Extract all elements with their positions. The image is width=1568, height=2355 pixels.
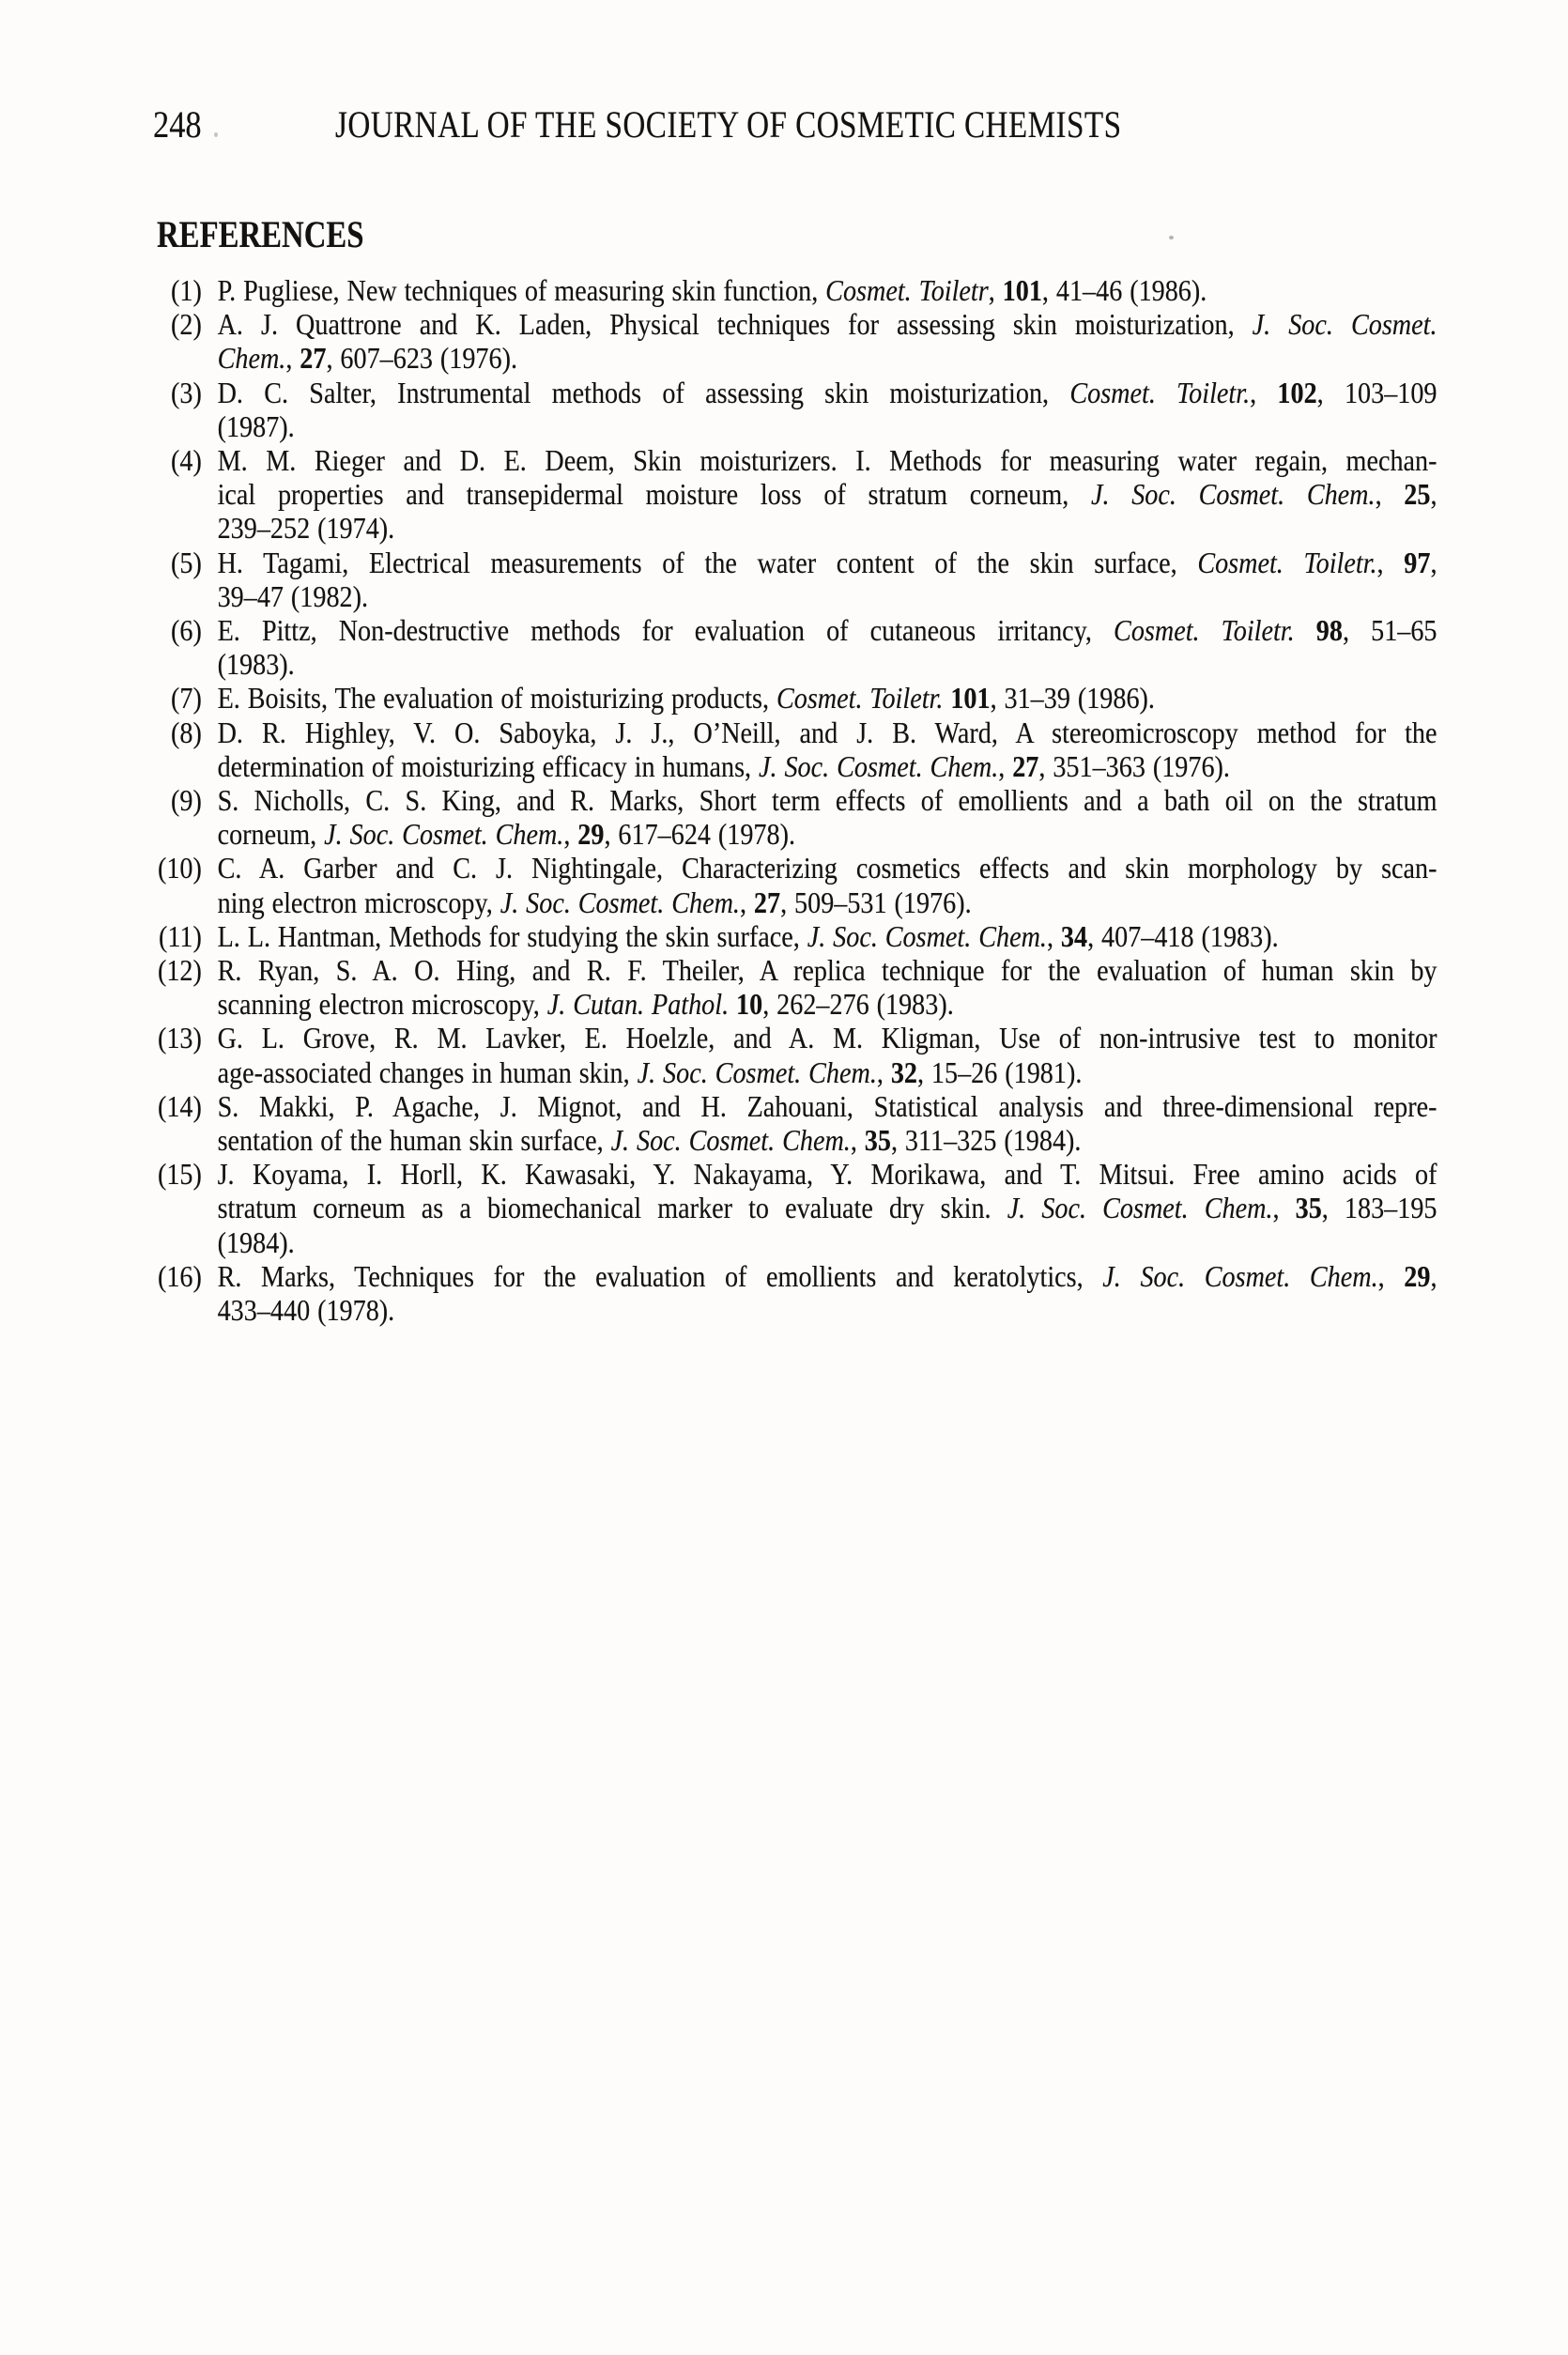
reference-number: (12) [157, 953, 202, 988]
reference-number: (7) [171, 681, 202, 716]
reference-text: ning electron microscopy, [217, 885, 500, 919]
reference-item [139, 1021, 1437, 1088]
journal-name: Cosmet. Toiletr. [1197, 545, 1377, 579]
reference-text: C. A. Garber and C. J. Nightingale, Characterizing cosmetics effects and skin morphology by scan- [217, 851, 1437, 885]
journal-name: Cosmet. Toiletr. [1114, 613, 1295, 648]
reference-text: G. L. Grove, R. M. Lavker, E. Hoelzle, and A. M. Kligman, Use of non-intrusive test to monitor [217, 1021, 1437, 1055]
reference-text: , 262–276 (1983). [762, 987, 954, 1022]
volume-number: 27 [753, 885, 781, 919]
volume-number: 27 [1012, 748, 1039, 783]
reference-text: , [876, 1054, 891, 1089]
volume-number: 101 [1002, 273, 1042, 307]
reference-text [1295, 613, 1316, 647]
reference-text: (1983). [217, 647, 295, 682]
reference-number: (14) [157, 1088, 202, 1123]
reference-line [218, 1157, 1437, 1191]
page-number: 248 [153, 103, 202, 146]
reference-line [218, 783, 1437, 817]
reference-item [139, 546, 1437, 613]
journal-name: J. Soc. Cosmet. Chem. [1102, 1258, 1378, 1293]
reference-number: (15) [157, 1157, 202, 1192]
reference-line [218, 681, 1437, 715]
journal-name: Cosmet. Toiletr. [1069, 375, 1251, 409]
reference-text: , 407–418 (1983). [1087, 918, 1279, 953]
reference-number: (4) [171, 443, 202, 478]
reference-text: sentation of the human skin surface, [217, 1123, 611, 1158]
reference-text: , 509–531 (1976). [780, 885, 972, 919]
reference-text: D. C. Salter, Instrumental methods of assessing skin moisturization, [217, 375, 1070, 409]
reference-text [729, 987, 736, 1021]
reference-item [139, 1089, 1437, 1157]
journal-name: J. Soc. Cosmet. Chem. [759, 748, 999, 783]
reference-text: scanning electron microscopy, [217, 987, 547, 1022]
reference-item [139, 953, 1437, 1021]
reference-line [218, 546, 1437, 579]
reference-text: , [998, 748, 1013, 783]
reference-item [139, 716, 1437, 783]
reference-text: , [285, 341, 300, 376]
volume-number: 10 [736, 987, 763, 1022]
reference-line [218, 987, 1437, 1021]
volume-number: 27 [300, 341, 327, 376]
reference-text: R. Ryan, S. A. O. Hing, and R. F. Theiler, A replica technique for the evaluation of human skin by [217, 953, 1437, 988]
reference-text: age-associated changes in human skin, [217, 1054, 638, 1089]
reference-item [139, 273, 1437, 307]
reference-text: R. Marks, Techniques for the evaluation of emollients and keratolytics, [217, 1258, 1103, 1293]
reference-line [218, 885, 1437, 919]
references-heading: REFERENCES [157, 213, 364, 255]
reference-text: , [739, 885, 754, 919]
reference-text: 433–440 (1978). [217, 1293, 395, 1328]
reference-line [218, 817, 1437, 851]
volume-number: 25 [1404, 477, 1431, 512]
reference-line [218, 477, 1437, 511]
reference-text: 39–47 (1982). [217, 578, 369, 613]
journal-name: Chem. [217, 341, 286, 376]
reference-line [218, 273, 1437, 307]
reference-text: , 617–624 (1978). [604, 817, 796, 852]
reference-text: D. R. Highley, V. O. Saboyka, J. J., O’Neill, and J. B. Ward, A stereomicroscopy method for the [217, 715, 1437, 749]
reference-item [139, 851, 1437, 918]
reference-text: , [563, 817, 578, 852]
reference-number: (3) [171, 375, 202, 409]
reference-number: (5) [171, 545, 202, 579]
reference-line [218, 579, 1437, 613]
reference-text: , 607–623 (1976). [326, 341, 518, 376]
reference-number: (16) [157, 1258, 202, 1293]
reference-text: , 311–325 (1984). [890, 1123, 1082, 1158]
reference-item [139, 443, 1437, 546]
reference-line [218, 749, 1437, 783]
scan-speck [1169, 236, 1174, 239]
journal-name: J. Soc. Cosmet. Chem. [1090, 477, 1376, 512]
reference-line [218, 1225, 1437, 1259]
volume-number: 29 [577, 817, 605, 852]
reference-line [218, 613, 1437, 647]
reference-item [139, 613, 1437, 681]
reference-text: corneum, [217, 817, 325, 852]
reference-text: , [1250, 375, 1278, 409]
reference-number: (6) [171, 613, 202, 648]
reference-text: (1984). [217, 1224, 295, 1259]
reference-text: ical properties and transepidermal moisture loss of stratum corneum, [217, 477, 1091, 512]
reference-item [139, 1259, 1437, 1327]
volume-number: 101 [950, 681, 991, 716]
reference-text: , 183–195 [1321, 1191, 1437, 1225]
reference-line [218, 716, 1437, 749]
reference-line [218, 1123, 1437, 1157]
reference-text: , [1272, 1191, 1296, 1225]
reference-text: , 103–109 [1316, 375, 1437, 409]
journal-name: J. Soc. Cosmet. Chem. [324, 817, 564, 852]
reference-line [218, 919, 1437, 953]
reference-line [218, 1021, 1437, 1054]
reference-text: L. L. Hantman, Methods for studying the skin surface, [217, 918, 807, 953]
reference-number: (13) [157, 1021, 202, 1055]
volume-number: 29 [1404, 1258, 1431, 1293]
reference-line [218, 1055, 1437, 1089]
journal-name: J. Soc. Cosmet. Chem. [610, 1123, 851, 1158]
journal-name: Cosmet. Toiletr. [776, 681, 944, 716]
reference-text: 239–252 (1974). [217, 511, 395, 546]
reference-text: , 15–26 (1981). [916, 1054, 1083, 1089]
reference-item [139, 376, 1437, 443]
reference-text: , [850, 1123, 865, 1158]
reference-number: (1) [171, 273, 202, 307]
journal-name: J. Soc. Cosmet. Chem. [637, 1054, 877, 1089]
reference-line [218, 307, 1437, 341]
scan-speck [214, 132, 218, 137]
reference-text: M. M. Rieger and D. E. Deem, Skin moisturizers. I. Methods for measuring water regain, mechan- [217, 443, 1437, 478]
reference-line [218, 341, 1437, 375]
reference-number: (11) [159, 918, 202, 953]
journal-name: J. Soc. Cosmet. [1252, 307, 1437, 342]
reference-text: , [1430, 1258, 1437, 1293]
reference-text: , [1430, 477, 1437, 512]
journal-name: J. Soc. Cosmet. Chem. [1007, 1191, 1273, 1225]
volume-number: 97 [1404, 545, 1431, 579]
reference-text: (1987). [217, 408, 295, 443]
reference-text: A. J. Quattrone and K. Laden, Physical techniques for assessing skin moisturization, [217, 307, 1253, 342]
reference-text: , [988, 273, 1003, 307]
reference-text: , 31–39 (1986). [990, 681, 1155, 716]
reference-text: , 51–65 [1342, 613, 1437, 648]
reference-item [139, 783, 1437, 851]
reference-text: J. Koyama, I. Horll, K. Kawasaki, Y. Nakayama, Y. Morikawa, and T. Mitsui. Free amino acids of [217, 1157, 1437, 1192]
reference-line [218, 1191, 1437, 1224]
volume-number: 32 [890, 1054, 917, 1089]
reference-number: (2) [171, 307, 202, 342]
reference-item [139, 919, 1437, 953]
journal-name: J. Soc. Cosmet. Chem. [807, 918, 1047, 953]
volume-number: 34 [1060, 918, 1088, 953]
reference-item [139, 1157, 1437, 1259]
volume-number: 35 [1295, 1191, 1322, 1225]
reference-text: S. Nicholls, C. S. King, and R. Marks, Short term effects of emollients and a bath oil on the stratum [217, 783, 1437, 818]
reference-line [218, 376, 1437, 409]
reference-text: stratum corneum as a biomechanical marker to evaluate dry skin. [217, 1191, 1007, 1225]
reference-text: , 41–46 (1986). [1041, 273, 1207, 307]
reference-line [218, 1089, 1437, 1123]
volume-number: 35 [864, 1123, 891, 1158]
reference-item [139, 307, 1437, 375]
reference-text: , [1376, 545, 1405, 579]
reference-line [218, 851, 1437, 885]
volume-number: 98 [1315, 613, 1343, 648]
journal-name: J. Soc. Cosmet. Chem. [500, 885, 740, 919]
reference-text: , [1375, 477, 1405, 512]
reference-text: E. Pittz, Non-destructive methods for evaluation of cutaneous irritancy, [217, 613, 1115, 648]
reference-number: (8) [171, 715, 202, 749]
reference-line [218, 511, 1437, 545]
reference-line [218, 443, 1437, 477]
reference-line [218, 1259, 1437, 1293]
running-head [0, 103, 1568, 148]
reference-text: , 351–363 (1976). [1038, 748, 1230, 783]
reference-list [139, 273, 1437, 1327]
reference-text: , [1430, 545, 1437, 579]
reference-number: (9) [171, 783, 202, 818]
reference-item [139, 681, 1437, 715]
reference-line [218, 647, 1437, 681]
reference-number: (10) [157, 851, 202, 885]
reference-text: , [1377, 1258, 1405, 1293]
journal-name: Cosmet. Toiletr [825, 273, 989, 307]
reference-line [218, 1293, 1437, 1327]
reference-line [218, 953, 1437, 987]
reference-text: determination of moisturizing efficacy in humans, [217, 748, 760, 783]
reference-text: S. Makki, P. Agache, J. Mignot, and H. Zahouani, Statistical analysis and three-dimensional repre- [217, 1088, 1437, 1123]
reference-line [218, 409, 1437, 443]
reference-text: , [1046, 918, 1061, 953]
reference-text: P. Pugliese, New techniques of measuring skin function, [217, 273, 826, 307]
volume-number: 102 [1277, 375, 1317, 409]
journal-title: JOURNAL OF THE SOCIETY OF COSMETIC CHEMISTS [335, 103, 1122, 146]
reference-text [943, 681, 950, 715]
reference-text: E. Boisits, The evaluation of moisturizing products, [217, 681, 776, 716]
reference-text: H. Tagami, Electrical measurements of the water content of the skin surface, [217, 545, 1198, 579]
journal-name: J. Cutan. Pathol. [546, 987, 730, 1022]
